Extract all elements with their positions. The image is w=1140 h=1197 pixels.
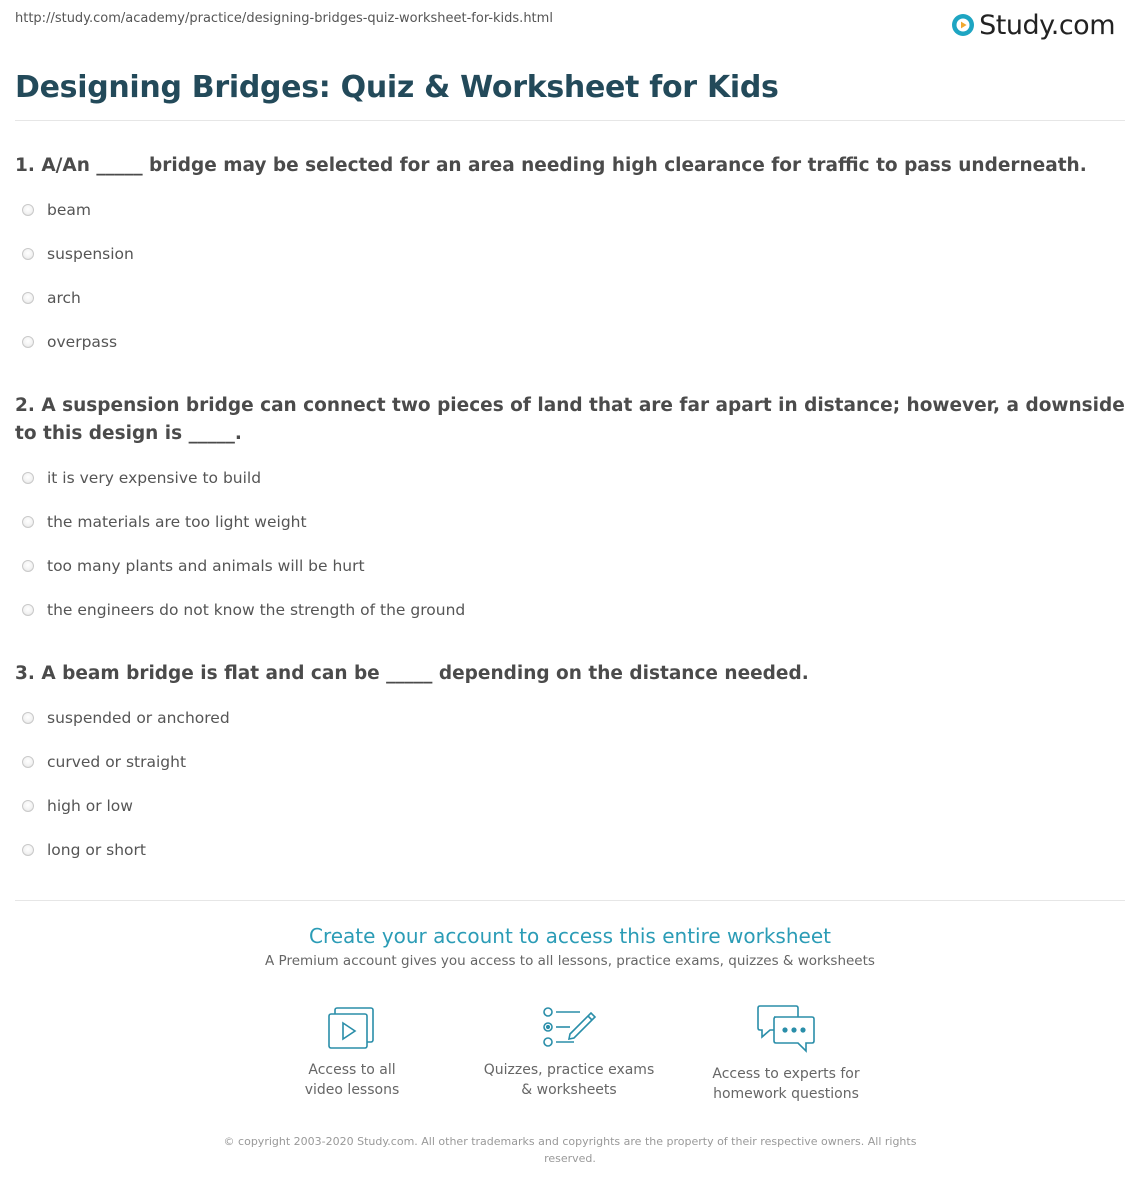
option-label: it is very expensive to build: [47, 469, 262, 487]
feature-label: Access to all video lessons: [304, 1062, 400, 1098]
option-label: arch: [47, 289, 81, 307]
feature-label: Quizzes, practice exams & worksheets: [483, 1062, 655, 1098]
radio-button[interactable]: [22, 844, 34, 856]
option-label: the materials are too light weight: [47, 513, 307, 531]
answer-option[interactable]: [22, 511, 307, 533]
option-label: suspension: [47, 245, 134, 263]
answer-option[interactable]: [22, 199, 91, 221]
answer-option[interactable]: [22, 287, 81, 309]
answer-option[interactable]: [22, 555, 365, 577]
divider: [15, 120, 1125, 121]
option-label: beam: [47, 201, 91, 219]
feature-video-lessons: [242, 1004, 462, 1100]
option-label: too many plants and animals will be hurt: [47, 557, 365, 575]
radio-button[interactable]: [22, 472, 34, 484]
option-label: overpass: [47, 333, 118, 351]
radio-button[interactable]: [22, 204, 34, 216]
option-label: the engineers do not know the strength of the ground: [47, 601, 466, 619]
radio-button[interactable]: [22, 560, 34, 572]
divider: [15, 900, 1125, 901]
radio-button[interactable]: [22, 604, 34, 616]
page-url: http://study.com/academy/practice/designing-bridges-quiz-worksheet-for-kids.html: [15, 11, 553, 26]
page-title: Designing Bridges: Quiz & Worksheet for Kids: [15, 70, 779, 105]
answer-option[interactable]: [22, 795, 133, 817]
answer-option[interactable]: [22, 599, 465, 621]
top-bar: [0, 0, 1140, 50]
quiz-checklist-icon: [540, 1004, 598, 1050]
answer-option[interactable]: [22, 751, 186, 773]
radio-button[interactable]: [22, 712, 34, 724]
radio-button[interactable]: [22, 516, 34, 528]
radio-button[interactable]: [22, 756, 34, 768]
option-label: long or short: [47, 841, 146, 859]
play-icon: [951, 13, 975, 37]
radio-button[interactable]: [22, 800, 34, 812]
question-2: 2. A suspension bridge can connect two pieces of land that are far apart in distance; however, a downside to this design is _____.: [15, 395, 1125, 444]
option-label: curved or straight: [47, 753, 187, 771]
study-logo[interactable]: [951, 8, 1115, 42]
answer-option[interactable]: [22, 839, 146, 861]
answer-option[interactable]: [22, 707, 230, 729]
answer-option[interactable]: [22, 331, 117, 353]
feature-label: Access to experts for homework questions: [712, 1066, 860, 1102]
radio-button[interactable]: [22, 248, 34, 260]
answer-option[interactable]: [22, 243, 134, 265]
answer-option[interactable]: [22, 467, 261, 489]
copyright-notice: © copyright 2003-2020 Study.com. All other trademarks and copyrights are the property of their respective owners. All rights reserved.: [223, 1135, 917, 1165]
feature-quizzes: [459, 1004, 679, 1100]
question-3: 3. A beam bridge is flat and can be _____ depending on the distance needed.: [15, 663, 809, 684]
radio-button[interactable]: [22, 292, 34, 304]
video-lessons-icon: [325, 1004, 379, 1050]
chat-bubbles-icon: [754, 1004, 818, 1054]
cta-subtitle: A Premium account gives you access to all lessons, practice exams, quizzes & worksheets: [265, 953, 875, 969]
question-1: 1. A/An _____ bridge may be selected for an area needing high clearance for traffic to pass underneath.: [15, 155, 1087, 176]
create-account-link[interactable]: Create your account to access this entire worksheet: [309, 924, 831, 948]
logo-text: Study.com: [979, 9, 1115, 41]
radio-button[interactable]: [22, 336, 34, 348]
option-label: suspended or anchored: [47, 709, 230, 727]
feature-experts: [676, 1004, 896, 1104]
option-label: high or low: [47, 797, 133, 815]
